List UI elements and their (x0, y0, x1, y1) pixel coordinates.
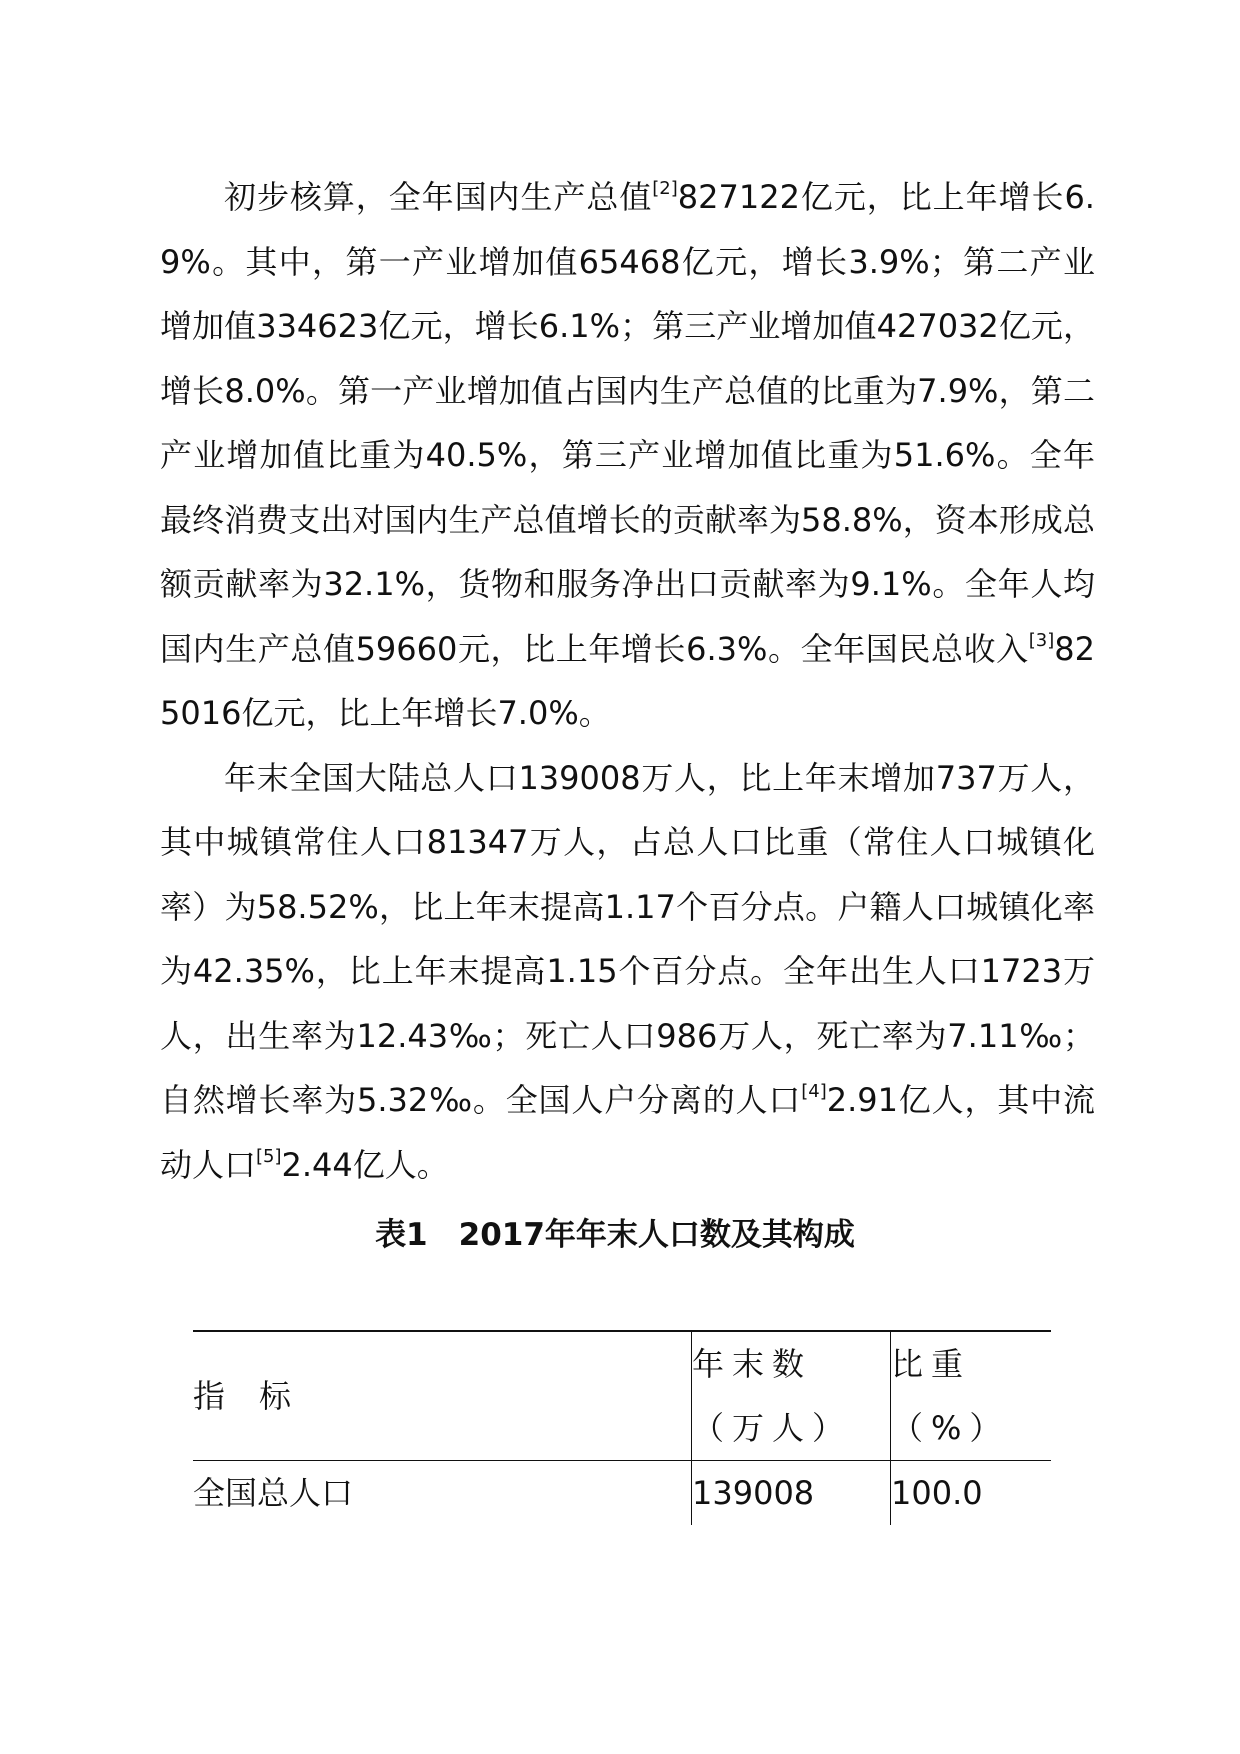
population-table (193, 1330, 1051, 1525)
footnote-ref-4[interactable]: [4] (801, 1081, 827, 1102)
footnote-ref-2[interactable]: [2] (652, 178, 678, 199)
cell-share: 100.0 (891, 1461, 1052, 1526)
paragraph-text: 827122亿元，比上年增长6.9%。其中，第一产业增加值65468亿元，增长3.9%；第二产业增加值334623亿元，增长6.1%；第三产业增加值427032亿元，增长8.0%。第一产业增加值占国内生产总值的比重为7.9%，第二产业增加值比重为40.5%，第三产业增加值比重为51.6%。全年最终消费支出对国内生产总值增长的贡献率为58.8%，资本形成总额贡献率为32.1%，货物和服务净出口贡献率为9.1%。全年人均国内生产总值59660元，比上年增长6.3%。全年国民总收入 (160, 178, 1095, 668)
header-count: 年末数（万人） (692, 1331, 891, 1461)
paragraph-text: 初步核算，全年国内生产总值 (224, 178, 653, 216)
paragraph-text: 2.91亿人，其中流动人口 (160, 1081, 1095, 1184)
header-share: 比重（%） (891, 1331, 1052, 1461)
table-caption: 表1 2017年年末人口数及其构成 (375, 1217, 855, 1253)
table-header-row (193, 1331, 1051, 1461)
cell-count: 139008 (692, 1461, 891, 1526)
footnote-ref-3[interactable]: [3] (1028, 629, 1055, 651)
cell-indicator: 全国总人口 (193, 1474, 354, 1512)
table-row (193, 1461, 1051, 1526)
paragraph-text: 825016亿元，比上年增长7.0%。 (160, 629, 1095, 732)
paragraph-population (160, 746, 1095, 1198)
document-page (160, 165, 1095, 1255)
header-indicator: 指标 (193, 1377, 326, 1415)
footnote-ref-5[interactable]: [5] (256, 1145, 282, 1167)
paragraph-gdp (160, 165, 1095, 746)
paragraph-text: 2.44亿人。 (281, 1145, 449, 1184)
paragraph-text: 年末全国大陆总人口139008万人，比上年末增加737万人，其中城镇常住人口81347万人，占总人口比重（常住人口城镇化率）为58.52%，比上年末提高1.17个百分点。户籍人口城镇化率为42.35%，比上年末提高1.15个百分点。全年出生人口1723万人，出生率为12.43‰；死亡人口986万人，死亡率为7.11‰；自然增长率为5.32‰。全国人户分离的人口 (160, 758, 1095, 1119)
